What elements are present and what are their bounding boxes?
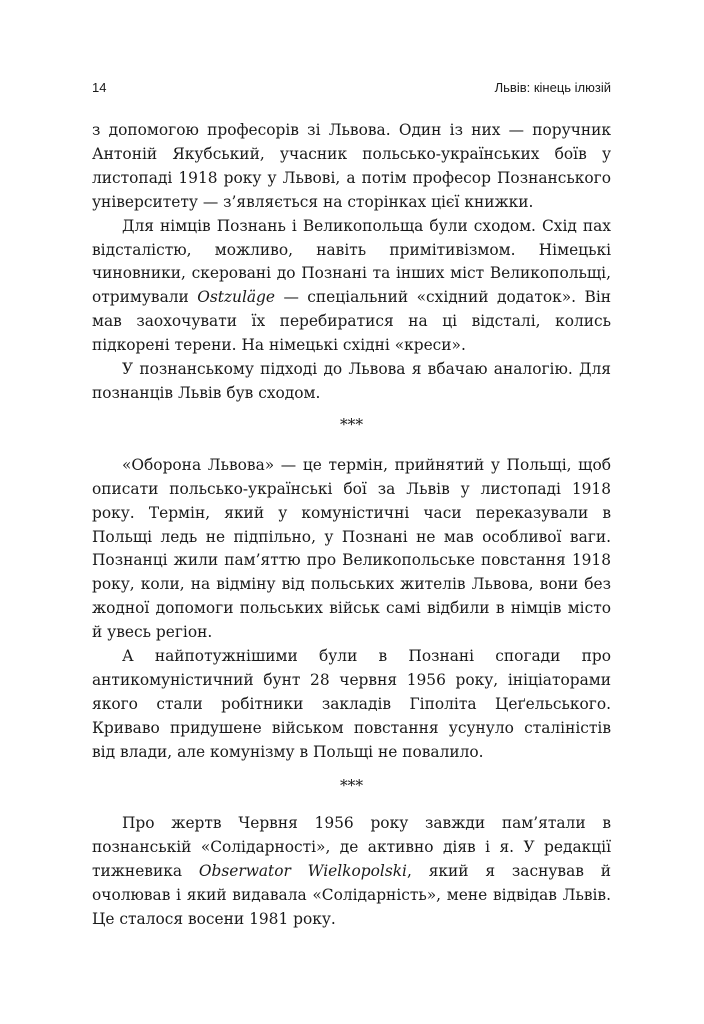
paragraph — [92, 812, 611, 932]
body-text — [92, 119, 611, 932]
paragraph: У познанському підході до Львова я вбачаю аналогію. Для познанців Львів був сходом. — [92, 360, 611, 402]
italic-title: Obserwator Wielkopolski — [198, 862, 407, 881]
section-separator: *** — [339, 776, 364, 795]
page-number: 14 — [92, 80, 107, 95]
paragraph-text: — спеціальний «східний додаток». Він мав заохочувати їх перебиратися на ці відсталі, колись підкорені терени. На німецькі східні «креси». — [92, 288, 611, 355]
paragraph-text: Про жертв Червня 1956 року завжди пам’ятали в познанській «Солідарності», де активно діяв і я. У редакції тижневика — [92, 814, 611, 881]
paragraph — [92, 215, 611, 358]
paragraph: «Оборона Львова» — це термін, прийнятий у Польщі, щоб описати польсько-українські бої за Львів у листопаді 1918 року. Термін, який у комуністичні часи переказували в Польщі ледь не підпільно, у Познані не мав особливої ваги. Познанці жили пам’яттю про Великопольське повстання 1918 року, коли, на відміну від польських жителів Львова, вони без жодної допомоги польських військ самі відбили в німців місто й увесь регіон. — [92, 455, 611, 642]
paragraph: А найпотужнішими були в Познані спогади про антикомуністичний бунт 28 червня 1956 року, ініціаторами якого стали робітники закладів Гіполіта Цеґельського. Криваво придушене військом повстання усунуло сталіністів від влади, але комунізму в Польщі не повалило. — [92, 647, 611, 761]
running-title: Львів: кінець ілюзій — [494, 80, 611, 95]
paragraph-text: , який я заснував й очолював і який видавала «Солідарність», мене відвідав Львів. Це сталося восени 1981 року. — [92, 862, 611, 929]
paragraph-text: Для німців Познань і Великопольща були сходом. Схід пах відсталістю, можливо, навіть примітивізмом. Німецькі чиновники, скеровані до Познані та інших міст Великопольщі, отримували — [92, 216, 611, 307]
section-separator: *** — [339, 415, 364, 434]
paragraph: з допомогою професорів зі Львова. Один із них — поручник Антоній Якубський, учасник польсько-українських боїв у листопаді 1918 року у Львові, а потім професор Познанського університету — з’являється на сторінках цієї книжки. — [92, 121, 611, 211]
italic-term: Ostzuläge — [197, 288, 276, 307]
